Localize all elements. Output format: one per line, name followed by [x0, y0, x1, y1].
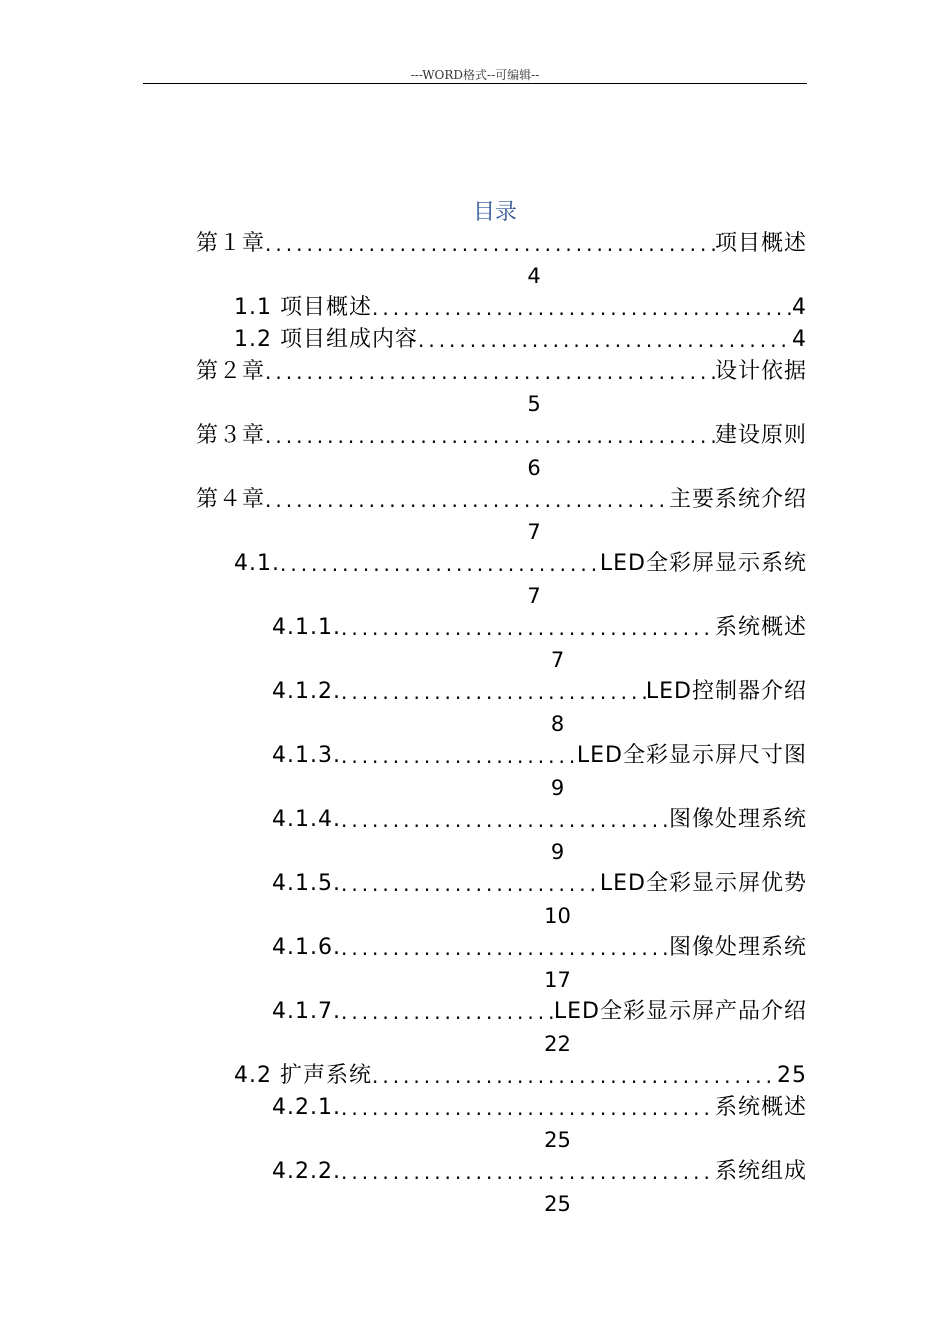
toc-entry-page: 7 [550, 648, 565, 672]
toc-entry[interactable] [0, 804, 950, 868]
toc-dot-leader [341, 740, 577, 772]
toc-entry-page: 8 [550, 712, 565, 736]
toc-entry[interactable] [0, 1156, 950, 1220]
toc-entry[interactable] [0, 484, 950, 548]
toc-entry[interactable] [0, 548, 950, 612]
toc-entry-line [272, 996, 807, 1028]
toc-entry-title: LED全彩屏显示系统 [599, 551, 807, 576]
toc-entry-line [272, 932, 807, 964]
toc-entry-label: 4.1.3. [272, 743, 341, 768]
toc-entry-page: 9 [550, 840, 565, 864]
toc-entry-page: 7 [527, 520, 541, 544]
toc-entry-label: 第１章 [196, 231, 266, 256]
toc-entry-line [272, 804, 807, 836]
toc-entry-line [272, 868, 807, 900]
toc-entry-page: 25 [777, 1063, 807, 1088]
toc-entry-title: 图像处理系统 [668, 807, 807, 832]
toc-dot-leader [265, 420, 715, 452]
toc-entry-label: 4.1.7. [272, 999, 341, 1024]
toc-dot-leader [341, 1092, 715, 1124]
toc-entry[interactable] [0, 1092, 950, 1156]
toc-entry-line [196, 484, 807, 516]
toc-entry-line [234, 324, 807, 356]
toc-entry[interactable] [0, 228, 950, 292]
toc-entry-line [234, 548, 807, 580]
toc-entry[interactable] [0, 740, 950, 804]
toc-entry-page: 22 [544, 1032, 571, 1056]
toc-entry-title: 系统组成 [714, 1159, 807, 1184]
toc-dot-leader [341, 996, 554, 1028]
toc-dot-leader [341, 932, 669, 964]
toc-dot-leader [265, 228, 715, 260]
toc-entry-page: 9 [550, 776, 565, 800]
toc-entry-line [234, 292, 807, 324]
toc-entry[interactable] [0, 292, 950, 324]
toc-entry-title: 系统概述 [714, 1095, 807, 1120]
toc-entry-page: 7 [527, 584, 541, 608]
toc-entry-page: 4 [527, 264, 541, 288]
toc-entry-title: 建设原则 [714, 423, 807, 448]
toc-entry-page: 25 [544, 1192, 571, 1216]
toc-entry-label: 1.2 项目组成内容 [234, 327, 418, 352]
toc-dot-leader [341, 1156, 715, 1188]
toc-dot-leader [341, 868, 600, 900]
toc-entry[interactable] [0, 324, 950, 356]
toc-title: 目录 [472, 200, 517, 225]
toc-dot-leader [372, 292, 792, 324]
toc-entry-line [272, 740, 807, 772]
toc-entry-title: 项目概述 [714, 231, 807, 256]
toc-entry-title: 系统概述 [714, 615, 807, 640]
toc-dot-leader [280, 548, 600, 580]
toc-entry-label: 4.2.2. [272, 1159, 341, 1184]
toc-entry-title: 图像处理系统 [668, 935, 807, 960]
toc-entry-label: 4.1.5. [272, 871, 341, 896]
toc-entry-label: 4.1.2. [272, 679, 341, 704]
toc-entry-page: 10 [544, 904, 571, 928]
toc-entry-page: 6 [527, 456, 541, 480]
toc-entry-label: 第４章 [196, 487, 266, 512]
toc-entry-label: 第２章 [196, 359, 266, 384]
toc-entry-title: LED全彩显示屏优势 [599, 871, 807, 896]
toc-entry-line [196, 356, 807, 388]
toc-entry-label: 4.1.1. [272, 615, 341, 640]
toc-entry-line [272, 1156, 807, 1188]
toc-entry-title: LED全彩显示屏产品介绍 [553, 999, 807, 1024]
toc-dot-leader [341, 612, 715, 644]
toc-entry[interactable] [0, 868, 950, 932]
toc-entry[interactable] [0, 996, 950, 1060]
toc-entry[interactable] [0, 1060, 950, 1092]
toc-entry-line [196, 228, 807, 260]
toc-entry-title: 主要系统介绍 [668, 487, 807, 512]
toc-entry-title: 设计依据 [714, 359, 807, 384]
toc-entry-page: 4 [792, 295, 807, 320]
toc-entry-title: LED控制器介绍 [645, 679, 807, 704]
toc-entry[interactable] [0, 356, 950, 420]
toc-entry-page: 17 [544, 968, 571, 992]
toc-dot-leader [418, 324, 792, 356]
toc-entry-label: 第３章 [196, 423, 266, 448]
toc-entry-label: 4.1.6. [272, 935, 341, 960]
page-header-text: ---WORD格式--可编辑-- [410, 68, 540, 82]
toc-entry[interactable] [0, 612, 950, 676]
toc-entry-label: 4.2 扩声系统 [234, 1063, 372, 1088]
toc-entry-line [196, 420, 807, 452]
toc-entry-label: 4.1.4. [272, 807, 341, 832]
toc-dot-leader [341, 676, 646, 708]
toc-entry-label: 1.1 项目概述 [234, 295, 372, 320]
toc-entry-page: 5 [527, 392, 541, 416]
toc-entry-line [272, 1092, 807, 1124]
toc-entry-line [272, 612, 807, 644]
toc-entry[interactable] [0, 676, 950, 740]
toc-entry[interactable] [0, 420, 950, 484]
toc-dot-leader [265, 484, 669, 516]
toc-entry[interactable] [0, 932, 950, 996]
toc-entry-label: 4.2.1. [272, 1095, 341, 1120]
toc-dot-leader [341, 804, 669, 836]
toc-entry-line [272, 676, 807, 708]
toc-entry-label: 4.1. [234, 551, 280, 576]
toc-dot-leader [372, 1060, 777, 1092]
toc-entry-title: LED全彩显示屏尺寸图 [576, 743, 807, 768]
toc-dot-leader [265, 356, 715, 388]
header-divider [143, 83, 807, 84]
toc-entry-line [234, 1060, 807, 1092]
toc-entry-page: 25 [544, 1128, 571, 1152]
table-of-contents [0, 228, 950, 1220]
toc-entry-page: 4 [792, 327, 807, 352]
